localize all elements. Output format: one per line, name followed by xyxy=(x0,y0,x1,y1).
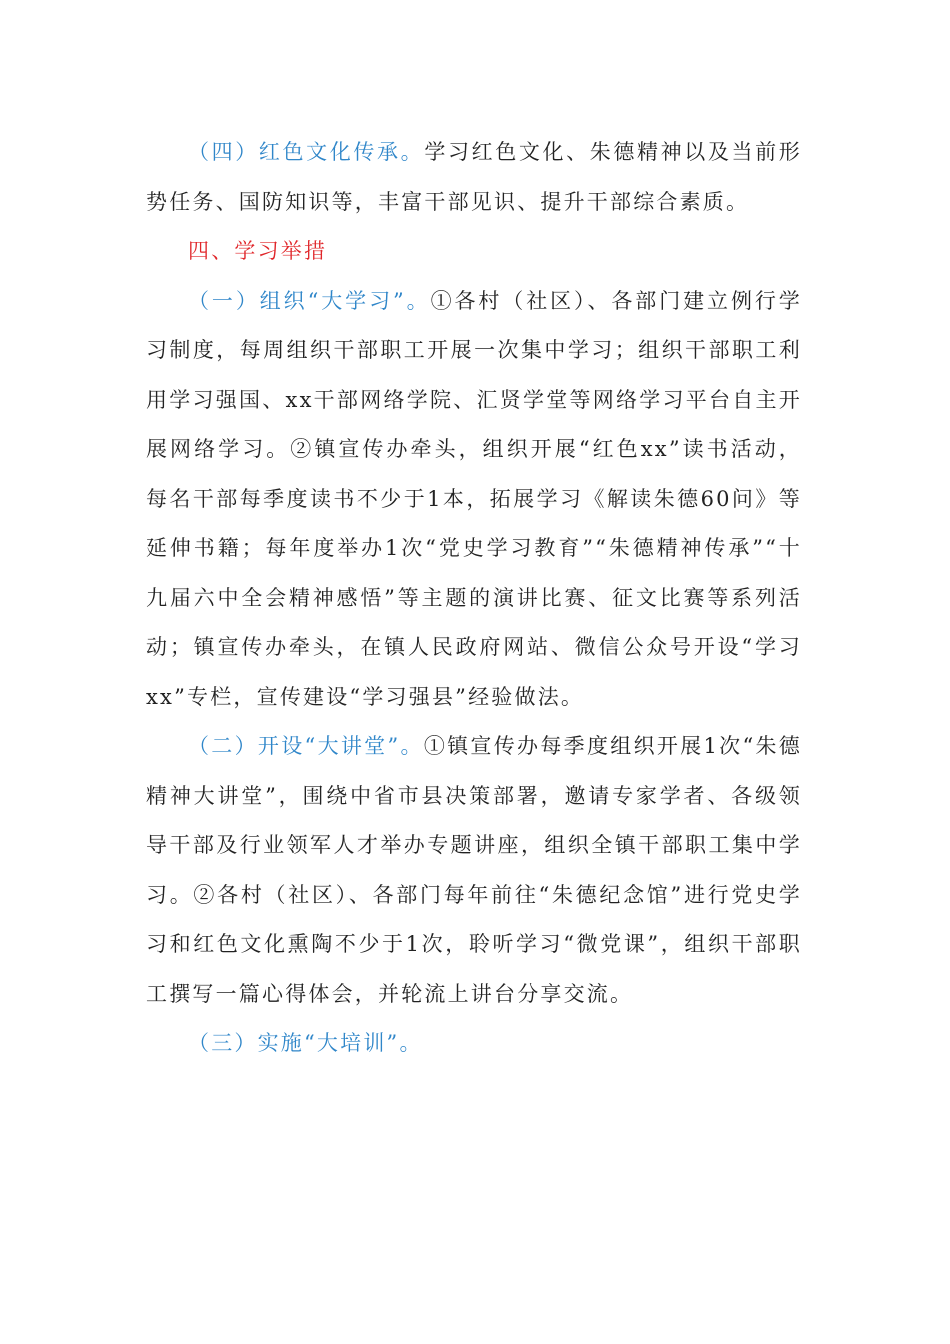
paragraph-red-culture-inheritance xyxy=(146,128,802,227)
paragraph-body: 学习红色文化、朱德精神以及当前形势任务、国防知识等，丰富干部见识、提升干部综合素质。 xyxy=(146,140,803,214)
subheading-lecture-hall: （二）开设“大讲堂”。 xyxy=(188,734,424,758)
document-page xyxy=(146,128,802,1069)
subheading-organize-study: （一）组织“大学习”。 xyxy=(188,288,431,313)
paragraph-lecture-hall xyxy=(146,722,802,1019)
section-heading-study-measures: 四、学习举措 xyxy=(188,239,328,263)
subheading-red-culture-inheritance: （四）红色文化传承。 xyxy=(188,140,425,164)
paragraph-body: ①各村（社区）、各部门建立例行学习制度，每周组织干部职工开展一次集中学习；组织干部职工利用学习强国、xx干部网络学院、汇贤学堂等网络学习平台自主开展网络学习。②镇宣传办牵头，组织开展“红色xx”读书活动，每名干部每季度读书不少于1本，拓展学习《解读朱德60问》等延伸书籍；每年度举办1次“党史学习教育”“朱德精神传承”“十九届六中全会精神感悟”等主题的演讲比赛、征文比赛等系列活动；镇宣传办牵头，在镇人民政府网站、微信公众号开设“学习xx”专栏，宣传建设“学习强县”经验做法。 xyxy=(146,288,803,709)
subheading-training: （三）实施“大培训”。 xyxy=(188,1031,423,1055)
paragraph-body: ①镇宣传办每季度组织开展1次“朱德精神大讲堂”，围绕中省市县决策部署，邀请专家学者、各级领导干部及行业领军人才举办专题讲座，组织全镇干部职工集中学习。②各村（社区）、各部门每年前往“朱德纪念馆”进行党史学习和红色文化熏陶不少于1次，聆听学习“微党课”，组织干部职工撰写一篇心得体会，并轮流上讲台分享交流。 xyxy=(146,734,802,1006)
paragraph-organize-study xyxy=(146,277,802,723)
paragraph-training xyxy=(146,1019,802,1069)
